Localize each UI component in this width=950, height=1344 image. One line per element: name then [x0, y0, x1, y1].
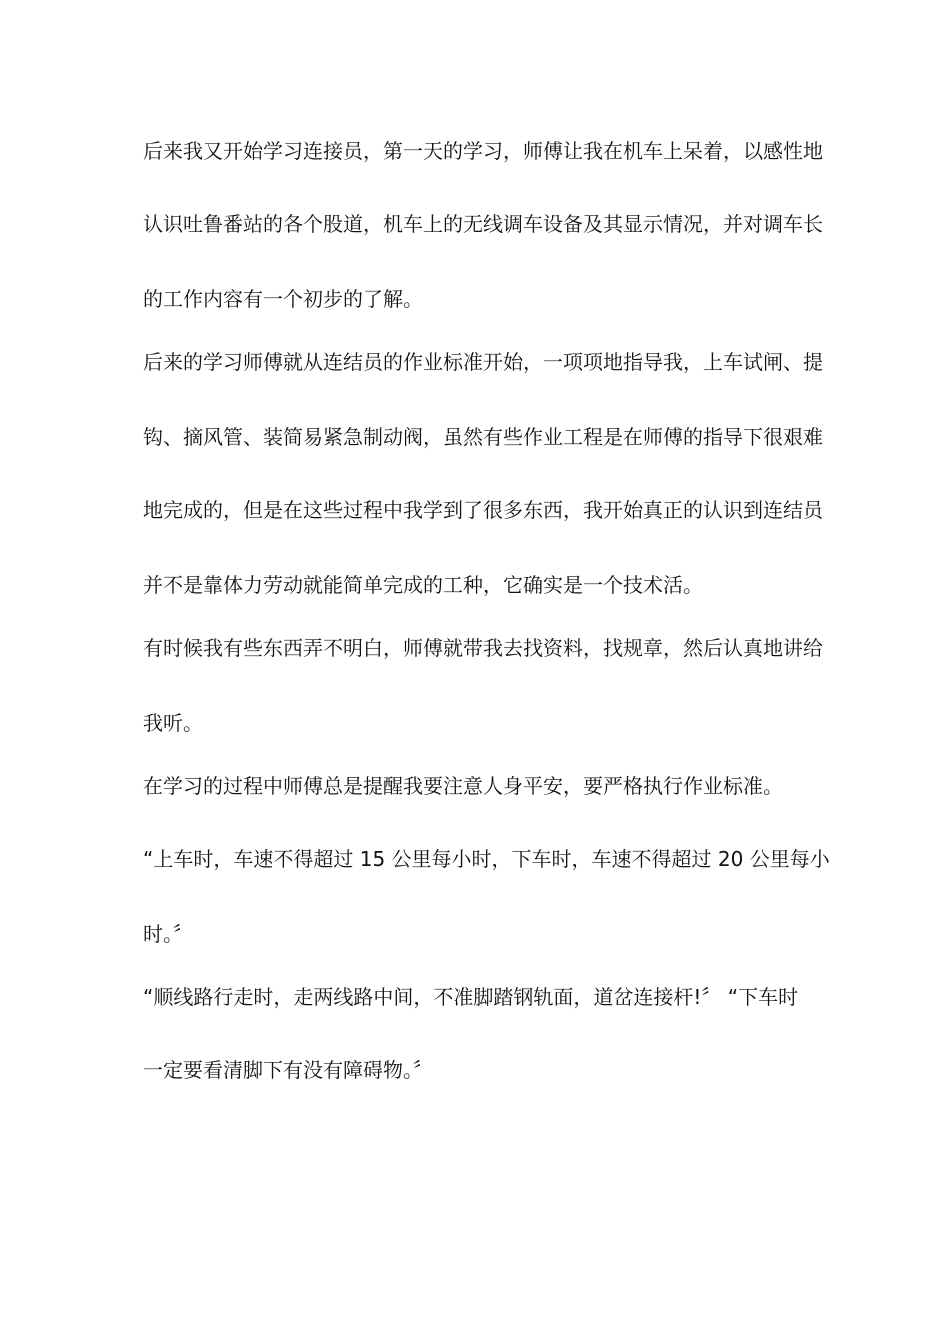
text-line: 在学习的过程中师傅总是提醒我要注意人身平安，要严格执行作业标准。 — [143, 774, 783, 798]
text-line: 后来的学习师傅就从连结员的作业标准开始，一项项地指导我，上车试闸、提 — [143, 350, 823, 374]
text-line: 一定要看清脚下有没有障碍物。〞 — [143, 1058, 433, 1082]
text-line: 时。〞 — [143, 922, 193, 946]
text-line: 钩、摘风管、装简易紧急制动阀，虽然有些作业工程是在师傅的指导下很艰难 — [143, 425, 823, 449]
text-line: 地完成的，但是在这些过程中我学到了很多东西，我开始真正的认识到连结员 — [143, 498, 823, 522]
text-line: 并不是靠体力劳动就能简单完成的工种，它确实是一个技术活。 — [143, 573, 703, 597]
text-line: “上车时，车速不得超过 15 公里每小时，下车时，车速不得超过 20 公里每小 — [143, 847, 830, 871]
text-line: 有时候我有些东西弄不明白，师傅就带我去找资料，找规章，然后认真地讲给 — [143, 636, 823, 660]
text-line: “顺线路行走时，走两线路中间，不准脚踏钢轨面，道岔连接杆!〞 “下车时 — [143, 985, 799, 1009]
text-line: 的工作内容有一个初步的了解。 — [143, 287, 423, 311]
text-line: 认识吐鲁番站的各个股道，机车上的无线调车设备及其显示情况，并对调车长 — [143, 212, 823, 236]
text-line: 后来我又开始学习连接员，第一天的学习，师傅让我在机车上呆着，以感性地 — [143, 139, 823, 163]
text-line: 我听。 — [143, 711, 203, 735]
